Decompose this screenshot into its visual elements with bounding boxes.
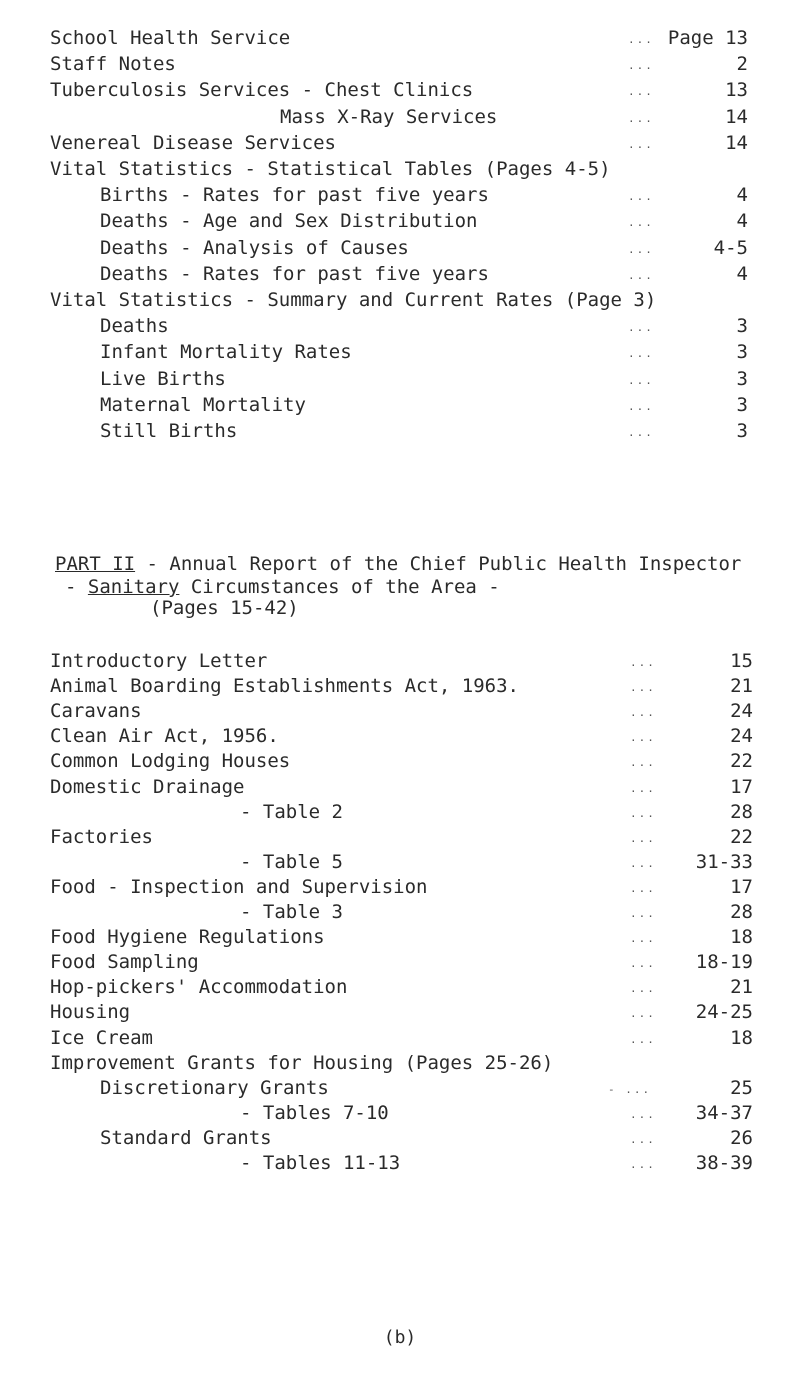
entry-label: - Table 2 bbox=[240, 800, 343, 823]
leader-dots: ... bbox=[630, 731, 656, 745]
entry-label: Food - Inspection and Supervision bbox=[50, 875, 428, 898]
entry-label: Food Hygiene Regulations bbox=[50, 926, 325, 949]
contents-entry bbox=[0, 1099, 800, 1127]
contents-entry bbox=[0, 207, 800, 235]
contents-entry bbox=[0, 76, 800, 104]
contents-entry bbox=[0, 129, 800, 157]
contents-entry bbox=[0, 823, 800, 851]
part-label: PART II bbox=[55, 553, 136, 575]
page-number: 3 bbox=[736, 420, 748, 442]
contents-entry bbox=[0, 365, 800, 393]
leader-dots: ... bbox=[630, 982, 656, 996]
page-number: 18-19 bbox=[695, 951, 753, 974]
page-number: 21 bbox=[730, 976, 753, 999]
contents-entry bbox=[0, 417, 800, 445]
page-number: 22 bbox=[730, 750, 753, 773]
leader-dots: ... bbox=[630, 907, 656, 920]
page-number: 4 bbox=[736, 210, 748, 233]
part-two-subtitle: - Sanitary Circumstances of the Area - bbox=[65, 576, 500, 598]
contents-entry bbox=[0, 312, 800, 340]
contents-entry bbox=[0, 286, 800, 314]
entry-label: Factories bbox=[50, 825, 153, 848]
leader-dots: ... bbox=[628, 242, 654, 256]
leader-dots: ... bbox=[630, 806, 656, 820]
entry-label: Animal Boarding Establishments Act, 1963. bbox=[50, 675, 519, 698]
leader-dots: ... bbox=[630, 656, 656, 669]
page-number: 2 bbox=[736, 53, 748, 76]
entry-label: - Tables 7-10 bbox=[240, 1101, 389, 1124]
page-number: 38-39 bbox=[695, 1152, 753, 1174]
page-number: 3 bbox=[736, 367, 748, 390]
leader-dots: ... bbox=[628, 137, 654, 151]
leader-dots: ... bbox=[630, 756, 656, 770]
page-number: 3 bbox=[736, 393, 748, 416]
entry-label: Clean Air Act, 1956. bbox=[50, 725, 279, 748]
leader-dots: ... bbox=[630, 681, 656, 695]
entry-label: School Health Service bbox=[50, 27, 291, 49]
contents-entry bbox=[0, 338, 800, 366]
entry-label: Vital Statistics - Summary and Current Rates (Page 3) bbox=[50, 289, 657, 311]
entry-label: Food Sampling bbox=[50, 951, 199, 974]
entry-label: Still Births bbox=[100, 420, 238, 442]
part-two-title bbox=[55, 552, 741, 576]
leader-dots: ... bbox=[628, 111, 654, 125]
entry-label: Births - Rates for past five years bbox=[100, 184, 489, 207]
entry-label: Introductory Letter bbox=[50, 650, 268, 672]
leader-dots: ... bbox=[628, 321, 654, 335]
contents-entry bbox=[0, 155, 800, 183]
contents-entry bbox=[0, 722, 800, 750]
page-number: 3 bbox=[736, 315, 748, 338]
leader-dots: ... bbox=[630, 1032, 656, 1046]
contents-entry bbox=[0, 923, 800, 951]
page-number: 17 bbox=[730, 875, 753, 898]
entry-label: Deaths - Rates for past five years bbox=[100, 262, 489, 285]
page-number: 28 bbox=[730, 800, 753, 823]
page-number: 24 bbox=[730, 700, 753, 723]
leader-dots: ... bbox=[630, 1158, 656, 1171]
page-number: 34-37 bbox=[695, 1101, 753, 1124]
entry-label: Improvement Grants for Housing (Pages 25-26) bbox=[50, 1051, 554, 1074]
page-number: 28 bbox=[730, 901, 753, 923]
entry-label: Common Lodging Houses bbox=[50, 750, 291, 773]
contents-entry bbox=[0, 747, 800, 775]
page-number: 14 bbox=[725, 131, 748, 154]
contents-entry bbox=[0, 973, 800, 1001]
sanitary-word: Sanitary bbox=[87, 576, 180, 598]
page-number: 25 bbox=[730, 1076, 753, 1099]
leader-dots: ... bbox=[628, 347, 654, 361]
contents-entry bbox=[0, 1149, 800, 1177]
leader-dots: ... bbox=[630, 881, 656, 895]
leader-dots: ... bbox=[630, 706, 656, 720]
contents-entry bbox=[0, 697, 800, 725]
leader-dots: ... bbox=[628, 33, 654, 46]
entry-label: Vital Statistics - Statistical Tables (Pages 4-5) bbox=[50, 158, 611, 180]
page-number: 4-5 bbox=[713, 236, 748, 259]
contents-entry bbox=[0, 50, 800, 78]
entry-label: Domestic Drainage bbox=[50, 775, 245, 798]
leader-dots: ... bbox=[630, 932, 656, 946]
entry-label: Staff Notes bbox=[50, 53, 176, 76]
part-two-pages: (Pages 15-42) bbox=[150, 597, 299, 619]
leader-dots: ... bbox=[628, 268, 654, 282]
entry-label: Venereal Disease Services bbox=[50, 131, 336, 154]
page-number: 24-25 bbox=[695, 1001, 753, 1024]
page-number: 13 bbox=[725, 79, 748, 102]
leader-dots: ... bbox=[628, 216, 654, 230]
page-number: 4 bbox=[736, 184, 748, 207]
leader-dots: ... bbox=[630, 856, 656, 870]
contents-entry bbox=[0, 1049, 800, 1077]
entry-label: Caravans bbox=[50, 700, 142, 723]
page-number: 31-33 bbox=[695, 850, 753, 873]
contents-entry bbox=[0, 848, 800, 876]
entry-label: Mass X-Ray Services bbox=[280, 105, 498, 128]
page-number: 4 bbox=[736, 262, 748, 285]
leader-dots: ... bbox=[630, 1107, 656, 1121]
entry-label: Ice Cream bbox=[50, 1026, 153, 1049]
contents-entry bbox=[0, 873, 800, 901]
leader-dots: ... bbox=[630, 831, 656, 845]
leader-dots: ... bbox=[630, 781, 656, 795]
page-number: 18 bbox=[730, 926, 753, 949]
entry-label: - Tables 11-13 bbox=[240, 1152, 401, 1174]
contents-entry bbox=[0, 24, 800, 52]
contents-entry bbox=[0, 647, 800, 675]
leader-dots: ... bbox=[628, 85, 654, 99]
page-number: 14 bbox=[725, 105, 748, 128]
page-footer: (b) bbox=[383, 1327, 417, 1348]
entry-label: Deaths - Analysis of Causes bbox=[100, 236, 409, 259]
page-number: 15 bbox=[730, 650, 753, 672]
contents-entry bbox=[0, 1124, 800, 1152]
leader-dots: - ... bbox=[608, 1082, 652, 1096]
contents-entry bbox=[0, 391, 800, 419]
leader-dots: ... bbox=[630, 1132, 656, 1146]
entry-label: Live Births bbox=[100, 367, 226, 390]
entry-label: - Table 3 bbox=[240, 901, 343, 923]
contents-entry bbox=[0, 1024, 800, 1052]
entry-label: Infant Mortality Rates bbox=[100, 341, 352, 364]
leader-dots: ... bbox=[630, 1007, 656, 1021]
contents-entry bbox=[0, 672, 800, 700]
contents-entry bbox=[0, 798, 800, 826]
entry-label: - Table 5 bbox=[240, 850, 343, 873]
part-title-rest: - Annual Report of the Chief Public Health Inspector bbox=[135, 553, 742, 575]
leader-dots: ... bbox=[630, 957, 656, 971]
contents-entry bbox=[0, 948, 800, 976]
contents-entry bbox=[0, 181, 800, 209]
page-number: 18 bbox=[730, 1026, 753, 1049]
leader-dots: ... bbox=[628, 399, 654, 413]
leader-dots: ... bbox=[628, 373, 654, 387]
leader-dots: ... bbox=[628, 426, 654, 439]
page-number: 26 bbox=[730, 1126, 753, 1149]
page-number: 21 bbox=[730, 675, 753, 698]
entry-label: Standard Grants bbox=[100, 1126, 272, 1149]
page-number: 24 bbox=[730, 725, 753, 748]
entry-label: Hop-pickers' Accommodation bbox=[50, 976, 348, 999]
contents-entry bbox=[0, 260, 800, 288]
entry-label: Deaths bbox=[100, 315, 169, 338]
page-number: 3 bbox=[736, 341, 748, 364]
entry-label: Deaths - Age and Sex Distribution bbox=[100, 210, 478, 233]
contents-entry bbox=[0, 773, 800, 801]
page-number: 22 bbox=[730, 825, 753, 848]
contents-entry bbox=[0, 1074, 800, 1102]
contents-entry bbox=[0, 898, 800, 926]
contents-entry bbox=[0, 103, 800, 131]
page-number: 17 bbox=[730, 775, 753, 798]
contents-entry bbox=[0, 998, 800, 1026]
entry-label: Maternal Mortality bbox=[100, 393, 306, 416]
leader-dots: ... bbox=[628, 59, 654, 73]
entry-label: Housing bbox=[50, 1001, 131, 1024]
page-number: Page 13 bbox=[667, 27, 748, 49]
entry-label: Tuberculosis Services - Chest Clinics bbox=[50, 79, 474, 102]
contents-entry bbox=[0, 234, 800, 262]
leader-dots: ... bbox=[628, 190, 654, 204]
entry-label: Discretionary Grants bbox=[100, 1076, 329, 1099]
